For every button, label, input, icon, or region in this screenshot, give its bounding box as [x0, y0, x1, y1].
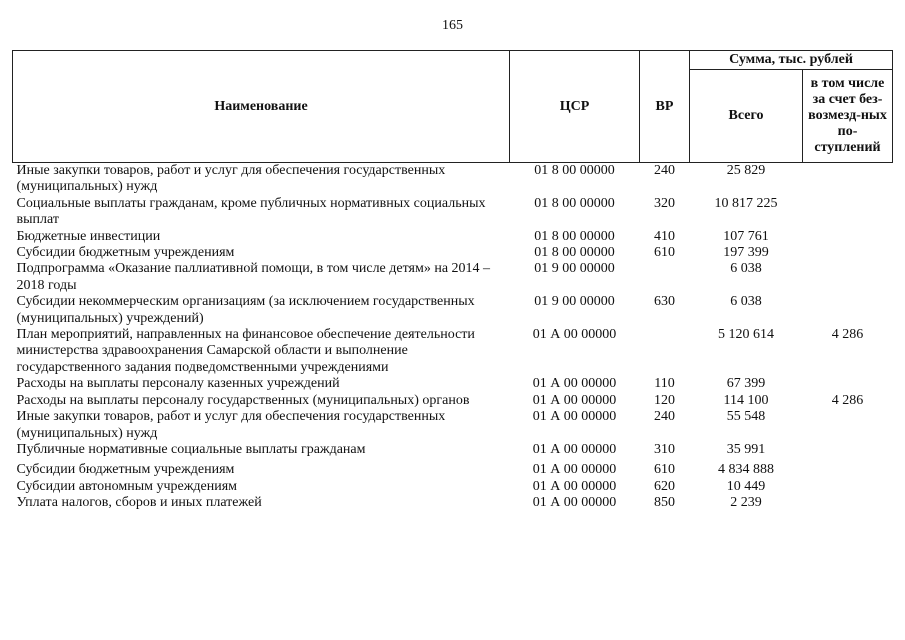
row-extra — [803, 495, 893, 511]
table-row — [13, 245, 893, 261]
row-total: 197 399 — [723, 245, 769, 261]
row-total: 67 399 — [726, 376, 766, 392]
row-total: 10 817 225 — [714, 195, 778, 211]
row-vr: 610 — [654, 245, 675, 261]
table-header — [13, 51, 893, 163]
table-row — [13, 409, 893, 442]
row-extra — [803, 245, 893, 261]
row-total: 25 829 — [726, 163, 766, 178]
row-csr: 01 А 00 00000 — [532, 478, 617, 494]
row-extra — [803, 409, 893, 442]
row-extra — [803, 442, 893, 458]
table-row — [13, 458, 893, 478]
row-total: 114 100 — [723, 392, 769, 408]
header-extra: в том числе за счет без-возмезд-ных по-ступлений — [803, 70, 893, 163]
row-vr: 630 — [654, 294, 675, 310]
table-body — [13, 163, 893, 512]
header-vr: ВР — [640, 51, 690, 163]
row-csr: 01 8 00 00000 — [534, 228, 615, 244]
page-number: 165 — [442, 18, 463, 33]
row-csr: 01 8 00 00000 — [534, 245, 615, 261]
row-extra: 4 286 — [831, 392, 864, 408]
row-name: Бюджетные инвестиции — [16, 228, 161, 244]
row-extra — [803, 229, 893, 245]
row-name: План мероприятий, направленных на финансовое обеспечение деятельности министерства здравоохранения Самарской области и выполнение государственного задания подведомственными учреждениями — [16, 327, 475, 375]
table-row — [13, 294, 893, 327]
row-csr: 01 9 00 00000 — [534, 261, 615, 277]
row-vr — [640, 261, 690, 294]
row-vr: 610 — [654, 462, 675, 478]
row-total: 10 449 — [726, 478, 766, 494]
row-extra — [803, 294, 893, 327]
table-row — [13, 376, 893, 392]
row-vr — [640, 327, 690, 376]
row-extra — [803, 376, 893, 392]
row-vr: 110 — [654, 376, 675, 392]
row-extra — [803, 458, 893, 478]
row-csr: 01 8 00 00000 — [534, 195, 615, 211]
table-row — [13, 327, 893, 376]
header-name: Наименование — [13, 51, 510, 163]
row-total: 6 038 — [730, 294, 762, 310]
row-total: 5 120 614 — [718, 327, 774, 343]
row-csr: 01 9 00 00000 — [534, 294, 615, 310]
row-name: Социальные выплаты гражданам, кроме публичных нормативных социальных выплат — [16, 195, 486, 228]
row-vr: 240 — [654, 163, 675, 178]
row-csr: 01 А 00 00000 — [532, 409, 617, 425]
row-vr: 410 — [654, 228, 675, 244]
header-total: Всего — [690, 70, 803, 163]
table-row — [13, 196, 893, 229]
row-csr: 01 А 00 00000 — [532, 327, 617, 343]
row-extra — [803, 163, 893, 196]
row-csr: 01 А 00 00000 — [532, 376, 617, 392]
table-row — [13, 229, 893, 245]
row-extra — [803, 261, 893, 294]
table-row — [13, 163, 893, 196]
row-total: 2 239 — [730, 495, 762, 511]
row-name: Субсидии бюджетным учреждениям — [16, 245, 235, 261]
row-vr: 120 — [654, 392, 675, 408]
row-csr: 01 А 00 00000 — [532, 441, 617, 457]
table-row — [13, 393, 893, 409]
row-csr: 01 А 00 00000 — [532, 495, 617, 511]
row-total: 6 038 — [730, 261, 762, 277]
row-csr: 01 8 00 00000 — [534, 163, 615, 178]
row-name: Расходы на выплаты персоналу государственных (муниципальных) органов — [16, 392, 470, 408]
row-total: 55 548 — [726, 409, 766, 425]
table-row — [13, 479, 893, 495]
row-vr: 320 — [654, 195, 675, 211]
row-vr: 240 — [654, 409, 675, 425]
row-total: 107 761 — [723, 228, 769, 244]
row-name: Субсидии некоммерческим организациям (за исключением государственных (муниципальных) учреждений) — [16, 294, 475, 326]
row-total: 35 991 — [726, 441, 766, 457]
budget-table — [12, 50, 893, 512]
row-name: Подпрограмма «Оказание паллиативной помощи, в том числе детям» на 2014 – 2018 годы — [16, 261, 491, 293]
row-name: Иные закупки товаров, работ и услуг для обеспечения государственных (муниципальных) нужд — [16, 163, 446, 195]
row-name: Расходы на выплаты персоналу казенных учреждений — [16, 376, 340, 392]
row-name: Иные закупки товаров, работ и услуг для обеспечения государственных (муниципальных) нужд — [16, 409, 446, 441]
row-extra — [803, 196, 893, 229]
row-vr: 850 — [654, 495, 675, 511]
header-sum-group: Сумма, тыс. рублей — [690, 51, 893, 70]
row-name: Уплата налогов, сборов и иных платежей — [16, 495, 262, 511]
row-csr: 01 А 00 00000 — [532, 392, 617, 408]
row-name: Субсидии бюджетным учреждениям — [16, 462, 235, 478]
row-vr: 620 — [654, 478, 675, 494]
table-row — [13, 261, 893, 294]
table-row — [13, 442, 893, 458]
header-csr: ЦСР — [510, 51, 640, 163]
row-total: 4 834 888 — [718, 462, 774, 478]
table-row — [13, 495, 893, 511]
row-name: Субсидии автономным учреждениям — [16, 478, 238, 494]
row-csr: 01 А 00 00000 — [532, 462, 617, 478]
row-extra: 4 286 — [831, 327, 864, 343]
row-name: Публичные нормативные социальные выплаты гражданам — [16, 441, 366, 457]
row-vr: 310 — [654, 441, 675, 457]
row-extra — [803, 479, 893, 495]
